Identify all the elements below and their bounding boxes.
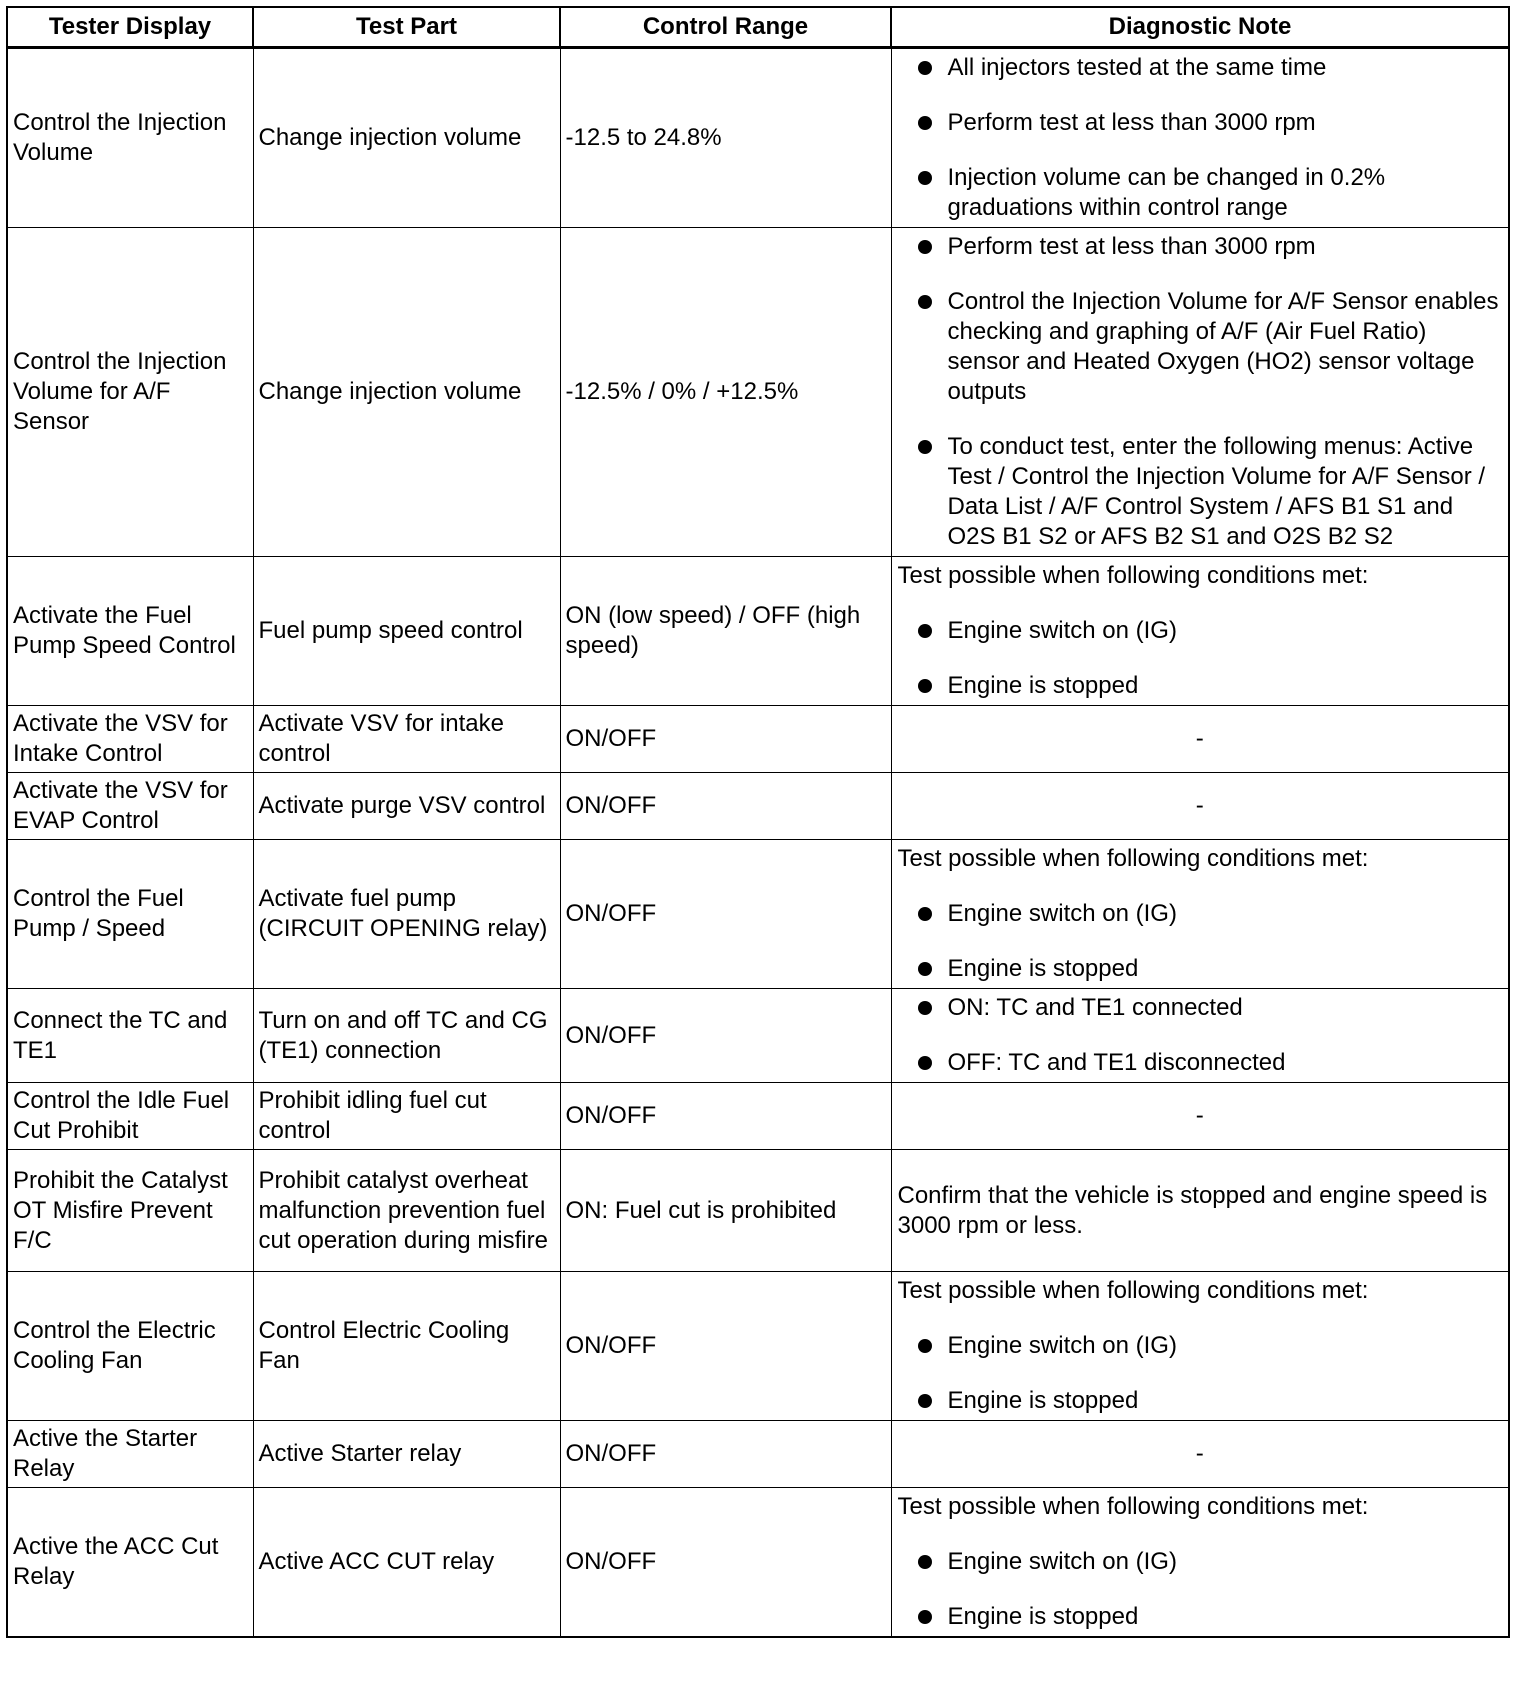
table-body xyxy=(7,48,1509,1638)
control-range-cell: ON: Fuel cut is prohibited xyxy=(560,1150,891,1272)
test-part-cell: Active ACC CUT relay xyxy=(253,1488,560,1638)
note-bullet-item: Engine switch on (IG) xyxy=(898,899,1503,929)
tester-display-cell: Control the Idle Fuel Cut Prohibit xyxy=(7,1083,253,1150)
diagnostic-note-cell: Confirm that the vehicle is stopped and engine speed is 3000 rpm or less. xyxy=(891,1150,1509,1272)
table-row xyxy=(7,1272,1509,1421)
diagnostic-note-cell xyxy=(891,1272,1509,1421)
tester-display-cell: Prohibit the Catalyst OT Misfire Prevent F/C xyxy=(7,1150,253,1272)
tester-display-cell: Activate the VSV for EVAP Control xyxy=(7,773,253,840)
control-range-cell: ON/OFF xyxy=(560,989,891,1083)
header-tester-display: Tester Display xyxy=(7,7,253,48)
control-range-cell: ON/OFF xyxy=(560,706,891,773)
tester-display-cell: Control the Fuel Pump / Speed xyxy=(7,840,253,989)
table-row xyxy=(7,1150,1509,1272)
active-test-table-container xyxy=(6,6,1508,1638)
note-intro: Test possible when following conditions met: xyxy=(897,845,1369,872)
control-range-cell: -12.5% / 0% / +12.5% xyxy=(560,228,891,557)
note-bullet-list xyxy=(898,1547,1503,1632)
diagnostic-note-cell xyxy=(891,48,1509,228)
note-bullet-item: To conduct test, enter the following menus: Active Test / Control the Injection Volume for A/F Sensor / Data List / A/F Control System / AFS B1 S1 and O2S B1 S2 or AFS B2 S1 and O2S B2 S2 xyxy=(898,432,1503,552)
table-row xyxy=(7,48,1509,228)
note-bullet-item: Perform test at less than 3000 rpm xyxy=(898,108,1503,138)
note-bullet-item: All injectors tested at the same time xyxy=(898,53,1503,83)
control-range-cell: ON/OFF xyxy=(560,1083,891,1150)
tester-display-cell: Active the ACC Cut Relay xyxy=(7,1488,253,1638)
table-row xyxy=(7,840,1509,989)
note-bullet-item: ON: TC and TE1 connected xyxy=(898,993,1503,1023)
control-range-cell: ON/OFF xyxy=(560,773,891,840)
control-range-cell: ON/OFF xyxy=(560,1488,891,1638)
diagnostic-note-cell: - xyxy=(891,1083,1509,1150)
note-intro: Test possible when following conditions met: xyxy=(897,1277,1369,1304)
note-bullet-item: Perform test at less than 3000 rpm xyxy=(898,232,1503,262)
control-range-cell: -12.5 to 24.8% xyxy=(560,48,891,228)
header-row xyxy=(7,7,1509,48)
test-part-cell: Active Starter relay xyxy=(253,1421,560,1488)
control-range-cell: ON/OFF xyxy=(560,1421,891,1488)
control-range-cell: ON/OFF xyxy=(560,1272,891,1421)
note-bullet-item: Injection volume can be changed in 0.2% graduations within control range xyxy=(898,163,1503,223)
diagnostic-note-cell: - xyxy=(891,1421,1509,1488)
note-bullet-item: Engine switch on (IG) xyxy=(898,1547,1503,1577)
note-bullet-item: Engine is stopped xyxy=(898,671,1503,701)
test-part-cell: Activate VSV for intake control xyxy=(253,706,560,773)
note-intro: Test possible when following conditions met: xyxy=(897,562,1369,589)
diagnostic-note-cell: - xyxy=(891,773,1509,840)
test-part-cell: Change injection volume xyxy=(253,48,560,228)
note-bullet-list xyxy=(898,1331,1503,1416)
table-row xyxy=(7,228,1509,557)
control-range-cell: ON/OFF xyxy=(560,840,891,989)
note-bullet-item: Engine switch on (IG) xyxy=(898,1331,1503,1361)
test-part-cell: Turn on and off TC and CG (TE1) connection xyxy=(253,989,560,1083)
diagnostic-note-cell xyxy=(891,840,1509,989)
diagnostic-note-cell xyxy=(891,228,1509,557)
test-part-cell: Prohibit idling fuel cut control xyxy=(253,1083,560,1150)
diagnostic-note-cell: - xyxy=(891,706,1509,773)
tester-display-cell: Activate the Fuel Pump Speed Control xyxy=(7,557,253,706)
test-part-cell: Prohibit catalyst overheat malfunction prevention fuel cut operation during misfire xyxy=(253,1150,560,1272)
tester-display-cell: Connect the TC and TE1 xyxy=(7,989,253,1083)
tester-display-cell: Activate the VSV for Intake Control xyxy=(7,706,253,773)
table-row xyxy=(7,706,1509,773)
active-test-table xyxy=(6,6,1510,1638)
note-bullet-item: Engine is stopped xyxy=(898,954,1503,984)
table-row xyxy=(7,557,1509,706)
control-range-cell: ON (low speed) / OFF (high speed) xyxy=(560,557,891,706)
diagnostic-note-cell xyxy=(891,1488,1509,1638)
note-bullet-list xyxy=(898,616,1503,701)
test-part-cell: Control Electric Cooling Fan xyxy=(253,1272,560,1421)
note-bullet-item: OFF: TC and TE1 disconnected xyxy=(898,1048,1503,1078)
note-bullet-item: Engine switch on (IG) xyxy=(898,616,1503,646)
header-test-part: Test Part xyxy=(253,7,560,48)
tester-display-cell: Active the Starter Relay xyxy=(7,1421,253,1488)
table-row xyxy=(7,773,1509,840)
header-diagnostic-note: Diagnostic Note xyxy=(891,7,1509,48)
tester-display-cell: Control the Injection Volume xyxy=(7,48,253,228)
header-control-range: Control Range xyxy=(560,7,891,48)
note-bullet-item: Engine is stopped xyxy=(898,1602,1503,1632)
table-row xyxy=(7,989,1509,1083)
note-bullet-item: Engine is stopped xyxy=(898,1386,1503,1416)
note-bullet-list xyxy=(898,993,1503,1078)
note-bullet-item: Control the Injection Volume for A/F Sensor enables checking and graphing of A/F (Air Fuel Ratio) sensor and Heated Oxygen (HO2) sensor voltage outputs xyxy=(898,287,1503,407)
note-intro: Test possible when following conditions met: xyxy=(897,1493,1369,1520)
diagnostic-note-cell xyxy=(891,989,1509,1083)
table-row xyxy=(7,1488,1509,1638)
table-row xyxy=(7,1083,1509,1150)
note-bullet-list xyxy=(898,232,1503,552)
tester-display-cell: Control the Electric Cooling Fan xyxy=(7,1272,253,1421)
note-bullet-list xyxy=(898,899,1503,984)
test-part-cell: Fuel pump speed control xyxy=(253,557,560,706)
note-bullet-list xyxy=(898,53,1503,223)
test-part-cell: Change injection volume xyxy=(253,228,560,557)
tester-display-cell: Control the Injection Volume for A/F Sensor xyxy=(7,228,253,557)
test-part-cell: Activate purge VSV control xyxy=(253,773,560,840)
test-part-cell: Activate fuel pump (CIRCUIT OPENING relay) xyxy=(253,840,560,989)
diagnostic-note-cell xyxy=(891,557,1509,706)
table-row xyxy=(7,1421,1509,1488)
